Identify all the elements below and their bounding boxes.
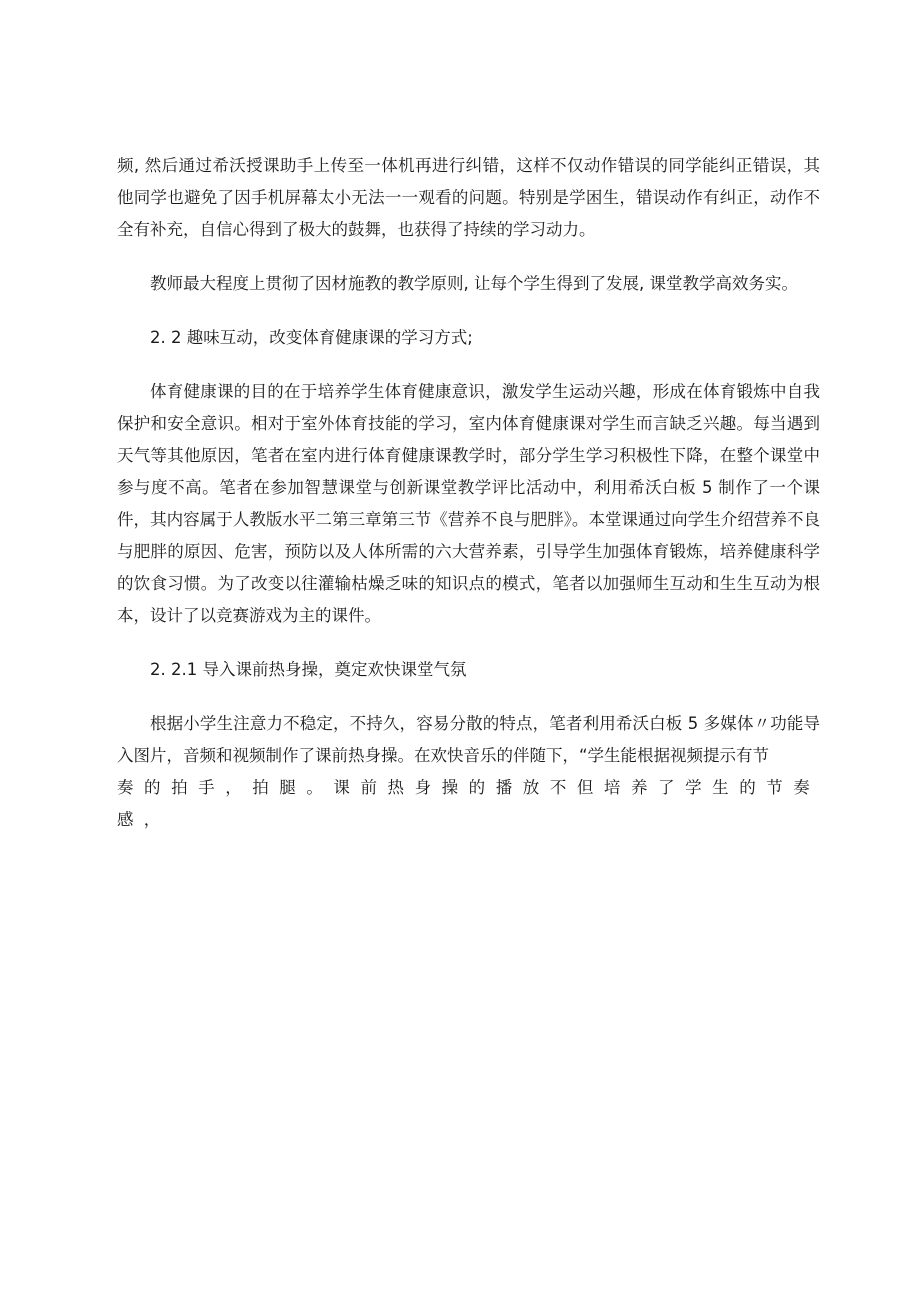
paragraph-warmup-intro: 根据小学生注意力不稳定，不持久，容易分散的特点，笔者利用希沃白板 5 多媒体〃功能导入图片，音频和视频制作了课前热身操。在欢快音乐的伴随下，“学生能根据视频提示有节	[117, 714, 820, 765]
document-body	[117, 150, 820, 836]
section-heading-2-2: 2. 2 趣味互动，改变体育健康课的学习方式;	[150, 328, 473, 347]
section-heading-2-2-1: 2. 2.1 导入课前热身操，奠定欢快课堂气氛	[150, 660, 467, 679]
paragraph-continuation: 频, 然后通过希沃授课助手上传至一体机再进行纠错，这样不仅动作错误的同学能纠正错误，其他同学也避免了因手机屏幕太小无法一一观看的问题。特别是学困生，错误动作有纠正，动作不全有补充，自信心得到了极大的鼓舞，也获得了持续的学习动力。	[117, 156, 820, 239]
paragraph-warmup-last-line: 奏的拍手，拍腿。课前热身操的播放不但培养了学生的节奏感，	[117, 778, 820, 829]
paragraph-teaching-principle: 教师最大程度上贯彻了因材施教的教学原则, 让每个学生得到了发展, 课堂教学高效务实。	[150, 274, 798, 293]
paragraph-health-class: 体育健康课的目的在于培养学生体育健康意识，激发学生运动兴趣，形成在体育锻炼中自我保护和安全意识。相对于室外体育技能的学习，室内体育健康课对学生而言缺乏兴趣。每当遇到天气等其他原因，笔者在室内进行体育健康课教学时，部分学生学习积极性下降，在整个课堂中参与度不高。笔者在参加智慧课堂与创新课堂教学评比活动中，利用希沃白板 5 制作了一个课件，其内容属于人教版水平二第三章第三节《营养不良与肥胖》。本堂课通过向学生介绍营养不良与肥胖的原因、危害，预防以及人体所需的六大营养素，引导学生加强体育锻炼，培养健康科学的饮食习惯。为了改变以往灌输枯燥乏味的知识点的模式，笔者以加强师生互动和生生互动为根本，设计了以竞赛游戏为主的课件。	[117, 382, 820, 625]
